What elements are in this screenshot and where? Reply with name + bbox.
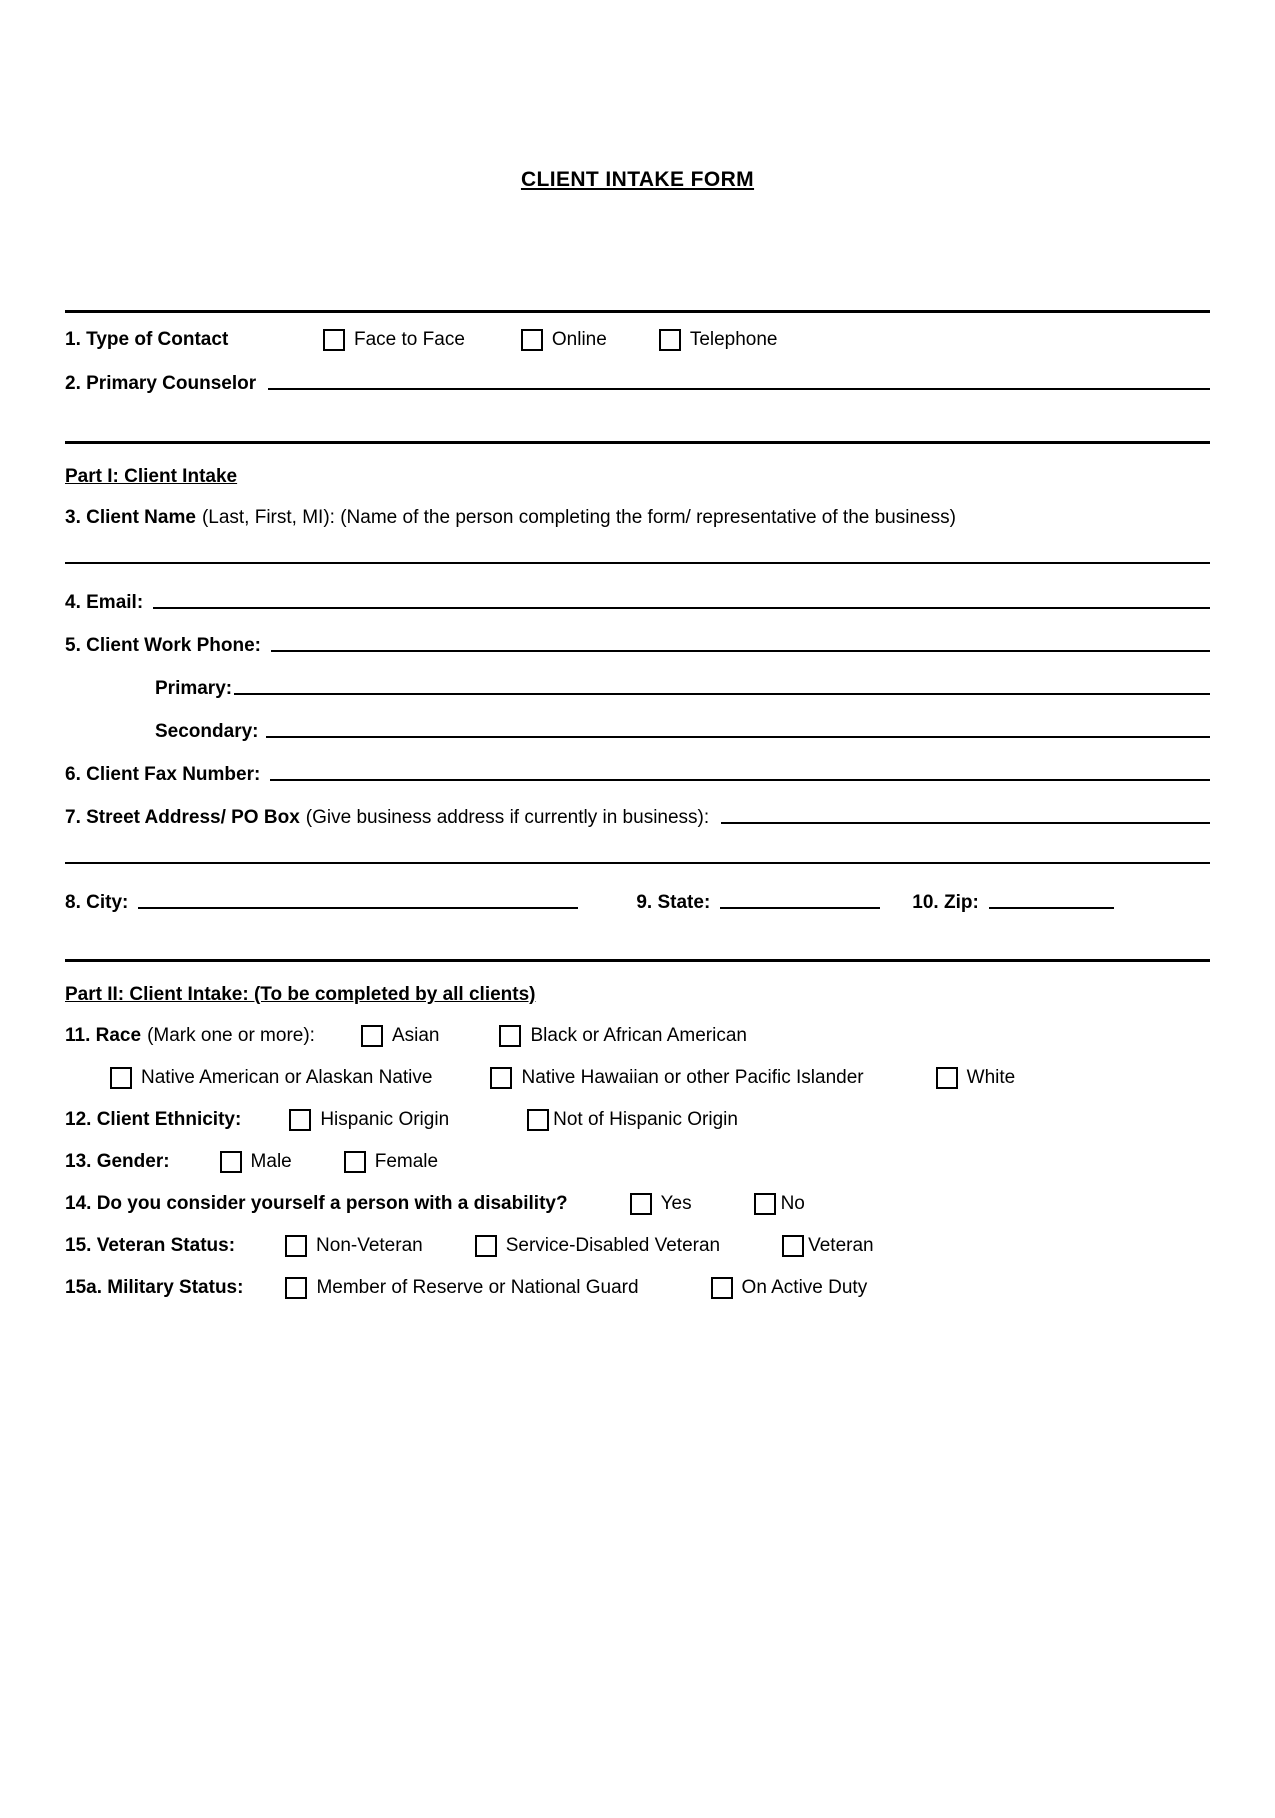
checkbox-online[interactable] <box>521 329 607 351</box>
checkbox-asian[interactable] <box>361 1025 440 1047</box>
checkbox-hispanic-origin[interactable] <box>289 1109 449 1131</box>
option-label: No <box>780 1193 805 1214</box>
primary-phone-input[interactable] <box>234 693 1210 695</box>
checkbox-icon[interactable] <box>475 1235 497 1257</box>
part-2-heading: Part II: Client Intake: (To be completed by all clients) <box>65 984 536 1005</box>
question-14-label: 14. Do you consider yourself a person with a disability? <box>65 1193 568 1214</box>
question-6-label: 6. Client Fax Number: <box>65 764 261 785</box>
question-7-hint: (Give business address if currently in business): <box>305 807 710 828</box>
question-11-label: 11. Race <box>65 1025 142 1046</box>
question-5-client-work-phone <box>65 635 1210 657</box>
question-12-label: 12. Client Ethnicity: <box>65 1109 242 1130</box>
question-3-client-name <box>65 507 1210 529</box>
checkbox-icon[interactable] <box>711 1277 733 1299</box>
checkbox-icon[interactable] <box>754 1193 776 1215</box>
question-14-disability <box>65 1193 1210 1215</box>
primary-phone-label: Primary: <box>155 678 233 699</box>
question-10-label: 10. Zip: <box>912 892 979 913</box>
checkbox-service-disabled-veteran[interactable] <box>475 1235 720 1257</box>
option-label: Hispanic Origin <box>320 1109 450 1130</box>
checkbox-icon[interactable] <box>220 1151 242 1173</box>
checkbox-icon[interactable] <box>110 1067 132 1089</box>
checkbox-disability-no[interactable] <box>754 1193 805 1215</box>
checkbox-icon[interactable] <box>521 329 543 351</box>
checkbox-white[interactable] <box>936 1067 1016 1089</box>
checkbox-icon[interactable] <box>361 1025 383 1047</box>
client-intake-form-page <box>0 168 1275 1818</box>
question-15-label: 15. Veteran Status: <box>65 1235 236 1256</box>
secondary-phone-input[interactable] <box>266 736 1210 738</box>
option-label: Yes <box>660 1193 692 1214</box>
question-7-label: 7. Street Address/ PO Box <box>65 807 300 828</box>
option-label: Non-Veteran <box>316 1235 423 1256</box>
checkbox-native-hawaiian-or-other-pacific-islander[interactable] <box>490 1067 863 1089</box>
option-label: Member of Reserve or National Guard <box>316 1277 639 1298</box>
option-label: White <box>966 1067 1016 1088</box>
question-3-input-row <box>65 562 1210 569</box>
checkbox-non-veteran[interactable] <box>285 1235 423 1257</box>
option-label: Native Hawaiian or other Pacific Islander <box>521 1067 864 1088</box>
checkbox-telephone[interactable] <box>659 329 778 351</box>
checkbox-icon[interactable] <box>782 1235 804 1257</box>
question-6-client-fax-number <box>65 764 1210 786</box>
question-8-label: 8. City: <box>65 892 129 913</box>
question-11-race-row-2 <box>65 1067 1210 1089</box>
divider-part1 <box>65 441 1210 444</box>
checkbox-icon[interactable] <box>659 329 681 351</box>
option-label: Asian <box>391 1025 440 1046</box>
city-input[interactable] <box>138 907 578 909</box>
checkbox-face-to-face[interactable] <box>323 329 465 351</box>
option-label: Black or African American <box>530 1025 747 1046</box>
question-5-secondary <box>65 721 1210 743</box>
question-13-gender <box>65 1151 1210 1173</box>
option-label: On Active Duty <box>741 1277 868 1298</box>
divider-part2 <box>65 959 1210 962</box>
checkbox-male[interactable] <box>220 1151 292 1173</box>
question-8-9-10-row <box>65 892 1210 914</box>
question-11-race <box>65 1025 1210 1047</box>
option-label: Face to Face <box>354 329 465 350</box>
checkbox-on-active-duty[interactable] <box>711 1277 868 1299</box>
state-input[interactable] <box>720 907 880 909</box>
question-5-label: 5. Client Work Phone: <box>65 635 262 656</box>
question-15-veteran-status <box>65 1235 1210 1257</box>
checkbox-icon[interactable] <box>490 1067 512 1089</box>
zip-input[interactable] <box>989 907 1114 909</box>
option-label: Not of Hispanic Origin <box>553 1109 738 1130</box>
question-15a-military-status <box>65 1277 1210 1299</box>
question-1-type-of-contact <box>65 329 1210 351</box>
checkbox-not-of-hispanic-origin[interactable] <box>527 1109 738 1131</box>
question-4-email <box>65 592 1210 614</box>
option-label: Veteran <box>808 1235 874 1256</box>
checkbox-icon[interactable] <box>344 1151 366 1173</box>
option-label: Female <box>374 1151 439 1172</box>
option-label: Online <box>551 329 607 350</box>
email-input[interactable] <box>153 607 1210 609</box>
option-label: Service-Disabled Veteran <box>505 1235 721 1256</box>
question-7-street-address <box>65 807 1210 829</box>
checkbox-icon[interactable] <box>527 1109 549 1131</box>
client-fax-input[interactable] <box>270 779 1210 781</box>
checkbox-black-or-african-american[interactable] <box>499 1025 746 1047</box>
secondary-phone-label: Secondary: <box>155 721 259 742</box>
question-9-label: 9. State: <box>636 892 711 913</box>
option-label: Telephone <box>689 329 778 350</box>
option-label: Male <box>250 1151 292 1172</box>
checkbox-native-american-or-alaskan-native[interactable] <box>110 1067 432 1089</box>
part-1-heading: Part I: Client Intake <box>65 466 238 487</box>
question-15a-label: 15a. Military Status: <box>65 1277 244 1298</box>
checkbox-icon[interactable] <box>289 1109 311 1131</box>
question-3-label: 3. Client Name <box>65 507 196 528</box>
option-label: Native American or Alaskan Native <box>141 1067 433 1088</box>
question-2-primary-counselor <box>65 373 1210 395</box>
checkbox-female[interactable] <box>344 1151 438 1173</box>
question-12-client-ethnicity <box>65 1109 1210 1131</box>
question-4-label: 4. Email: <box>65 592 144 613</box>
checkbox-disability-yes[interactable] <box>630 1193 692 1215</box>
checkbox-icon[interactable] <box>630 1193 652 1215</box>
checkbox-icon[interactable] <box>323 329 345 351</box>
primary-counselor-input[interactable] <box>268 388 1210 390</box>
question-7-input-row-2 <box>65 862 1210 869</box>
question-5-primary <box>65 678 1210 700</box>
checkbox-icon[interactable] <box>285 1277 307 1299</box>
question-11-hint: (Mark one or more): <box>147 1025 315 1046</box>
street-address-input-2[interactable] <box>65 862 1210 864</box>
checkbox-icon[interactable] <box>936 1067 958 1089</box>
checkbox-icon[interactable] <box>285 1235 307 1257</box>
question-13-label: 13. Gender: <box>65 1151 170 1172</box>
question-2-label: 2. Primary Counselor <box>65 373 257 394</box>
checkbox-veteran[interactable] <box>782 1235 874 1257</box>
checkbox-member-of-reserve-or-national-guard[interactable] <box>285 1277 638 1299</box>
checkbox-icon[interactable] <box>499 1025 521 1047</box>
page-title: CLIENT INTAKE FORM <box>520 168 755 191</box>
question-1-label: 1. Type of Contact <box>65 329 229 350</box>
client-work-phone-input[interactable] <box>271 650 1210 652</box>
question-3-hint: (Last, First, MI): (Name of the person completing the form/ representative of the business) <box>201 507 956 528</box>
divider-top <box>65 310 1210 313</box>
client-name-input[interactable] <box>65 562 1210 564</box>
street-address-input[interactable] <box>721 822 1210 824</box>
